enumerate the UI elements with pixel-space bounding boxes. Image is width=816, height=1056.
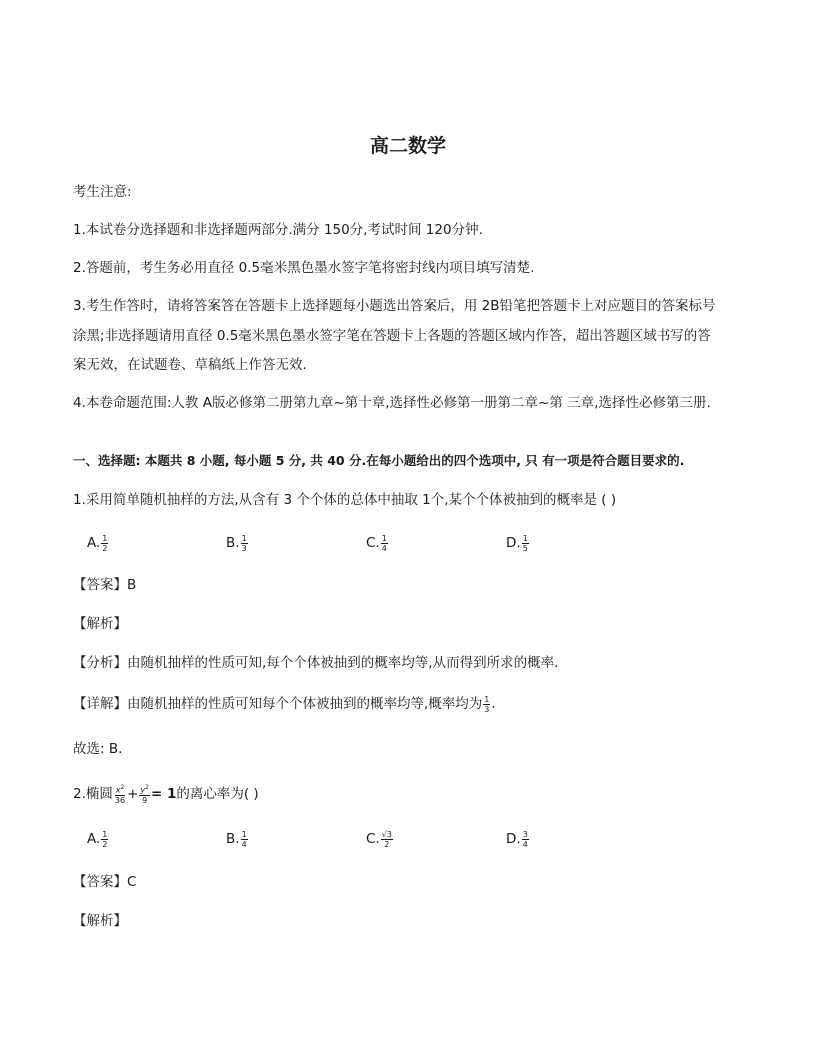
q1-choice: 故选: B. [73, 741, 123, 757]
fraction-numerator: 1 [484, 694, 490, 704]
fraction-numerator: 1 [102, 829, 108, 839]
fraction-numerator: 1 [241, 533, 247, 543]
option-fraction [101, 534, 108, 553]
option-letter: D. [506, 535, 521, 551]
q1-option-c [366, 533, 389, 553]
option-letter: A. [87, 535, 101, 551]
fraction-numerator: 1 [102, 533, 108, 543]
notice-item-3-cont: 涂黑;非选择题请用直径 0.5毫米黑色墨水签字笔在答题卡上各题的答题区域内作答，超出答题区域书写的答 [73, 328, 711, 344]
fraction-denominator: 36 [114, 795, 126, 805]
notice-item-1: 1.本试卷分选择题和非选择题两部分.满分 150分,考试时间 120分钟. [73, 222, 483, 238]
option-fraction [522, 534, 529, 553]
notice-item-3: 3.考生作答时，请将答案答在答题卡上选择题每小题选出答案后，用 2B铅笔把答题卡上对应题目的答案标号 [73, 298, 716, 314]
option-letter: B. [226, 535, 240, 551]
option-fraction [101, 830, 108, 849]
fraction-numerator [139, 783, 150, 796]
fraction-denominator: 3 [484, 704, 490, 714]
notice-item-3-end: 案无效，在试题卷、草稿纸上作答无效. [73, 357, 307, 373]
option-fraction [241, 830, 248, 849]
option-fraction [241, 534, 248, 553]
notice-heading: 考生注意: [73, 184, 132, 200]
detail-suffix: . [491, 696, 496, 712]
equals-one: = 1 [150, 785, 177, 802]
q1-option-d [506, 533, 530, 553]
q2-analysis-label: 【解析】 [73, 913, 127, 929]
fraction-denominator: 2 [384, 839, 390, 849]
exponent: 2 [120, 784, 125, 791]
detail-fraction [483, 695, 490, 714]
y-fraction [139, 783, 150, 805]
option-letter: B. [226, 831, 240, 847]
exponent: 2 [145, 784, 149, 791]
q1-analysis-label: 【解析】 [73, 616, 127, 632]
q2-answer: 【答案】C [73, 874, 137, 890]
q1-stem: 1.采用简单随机抽样的方法,从含有 3 个个体的总体中抽取 1个,某个个体被抽到的概率是 ( ) [73, 492, 617, 508]
stem-suffix: 的离心率为( ) [176, 785, 259, 802]
fraction-denominator: 4 [381, 543, 387, 553]
y-var: y [140, 785, 146, 795]
detail-text: 【详解】由随机抽样的性质可知每个个体被抽到的概率均等,概率均为 [73, 696, 483, 712]
stem-text: 2.椭圆 [73, 785, 113, 802]
fraction-numerator: 1 [241, 829, 247, 839]
option-fraction [381, 534, 388, 553]
option-fraction [381, 830, 393, 849]
fraction-denominator: 5 [522, 543, 528, 553]
fraction-denominator: 4 [522, 839, 528, 849]
q1-option-b [226, 533, 249, 553]
q1-fenxi: 【分析】由随机抽样的性质可知,每个个体被抽到的概率均等,从而得到所求的概率. [73, 655, 559, 671]
notice-item-2: 2.答题前，考生务必用直径 0.5毫米黑色墨水签字笔将密封线内项目填写清楚. [73, 260, 535, 276]
q2-option-b [226, 829, 249, 849]
plus-sign: + [127, 785, 139, 802]
fraction-denominator: 3 [241, 543, 247, 553]
fraction-denominator: 2 [102, 543, 108, 553]
fraction-denominator: 2 [102, 839, 108, 849]
section-heading: 一、选择题: 本题共 8 小题, 每小题 5 分, 共 40 分.在每小题给出的四个选项中, 只 有一项是符合题目要求的. [73, 453, 685, 468]
option-letter: C. [366, 831, 380, 847]
fraction-numerator: 3 [522, 829, 528, 839]
fraction-numerator: 1 [381, 533, 387, 543]
page-title: 高二数学 [369, 135, 446, 157]
option-letter: A. [87, 831, 101, 847]
fraction-numerator [115, 783, 126, 796]
fraction-numerator: 1 [522, 533, 528, 543]
fraction-denominator: 9 [142, 795, 148, 805]
fraction-numerator: √3 [381, 829, 392, 839]
option-letter: C. [366, 535, 380, 551]
notice-item-4: 4.本卷命题范围:人教 A版必修第二册第九章~第十章,选择性必修第一册第二章~第 三章,选择性必修第三册. [73, 395, 711, 411]
q2-option-d [506, 829, 530, 849]
q1-answer: 【答案】B [73, 577, 137, 593]
option-letter: D. [506, 831, 521, 847]
option-fraction [522, 830, 529, 849]
x-fraction [114, 783, 126, 805]
q1-detail [73, 694, 496, 714]
q2-option-c [366, 829, 394, 849]
fraction-denominator: 4 [241, 839, 247, 849]
q2-stem [73, 783, 259, 805]
x-var: x [115, 785, 121, 795]
q2-option-a [87, 829, 109, 849]
q1-option-a [87, 533, 109, 553]
